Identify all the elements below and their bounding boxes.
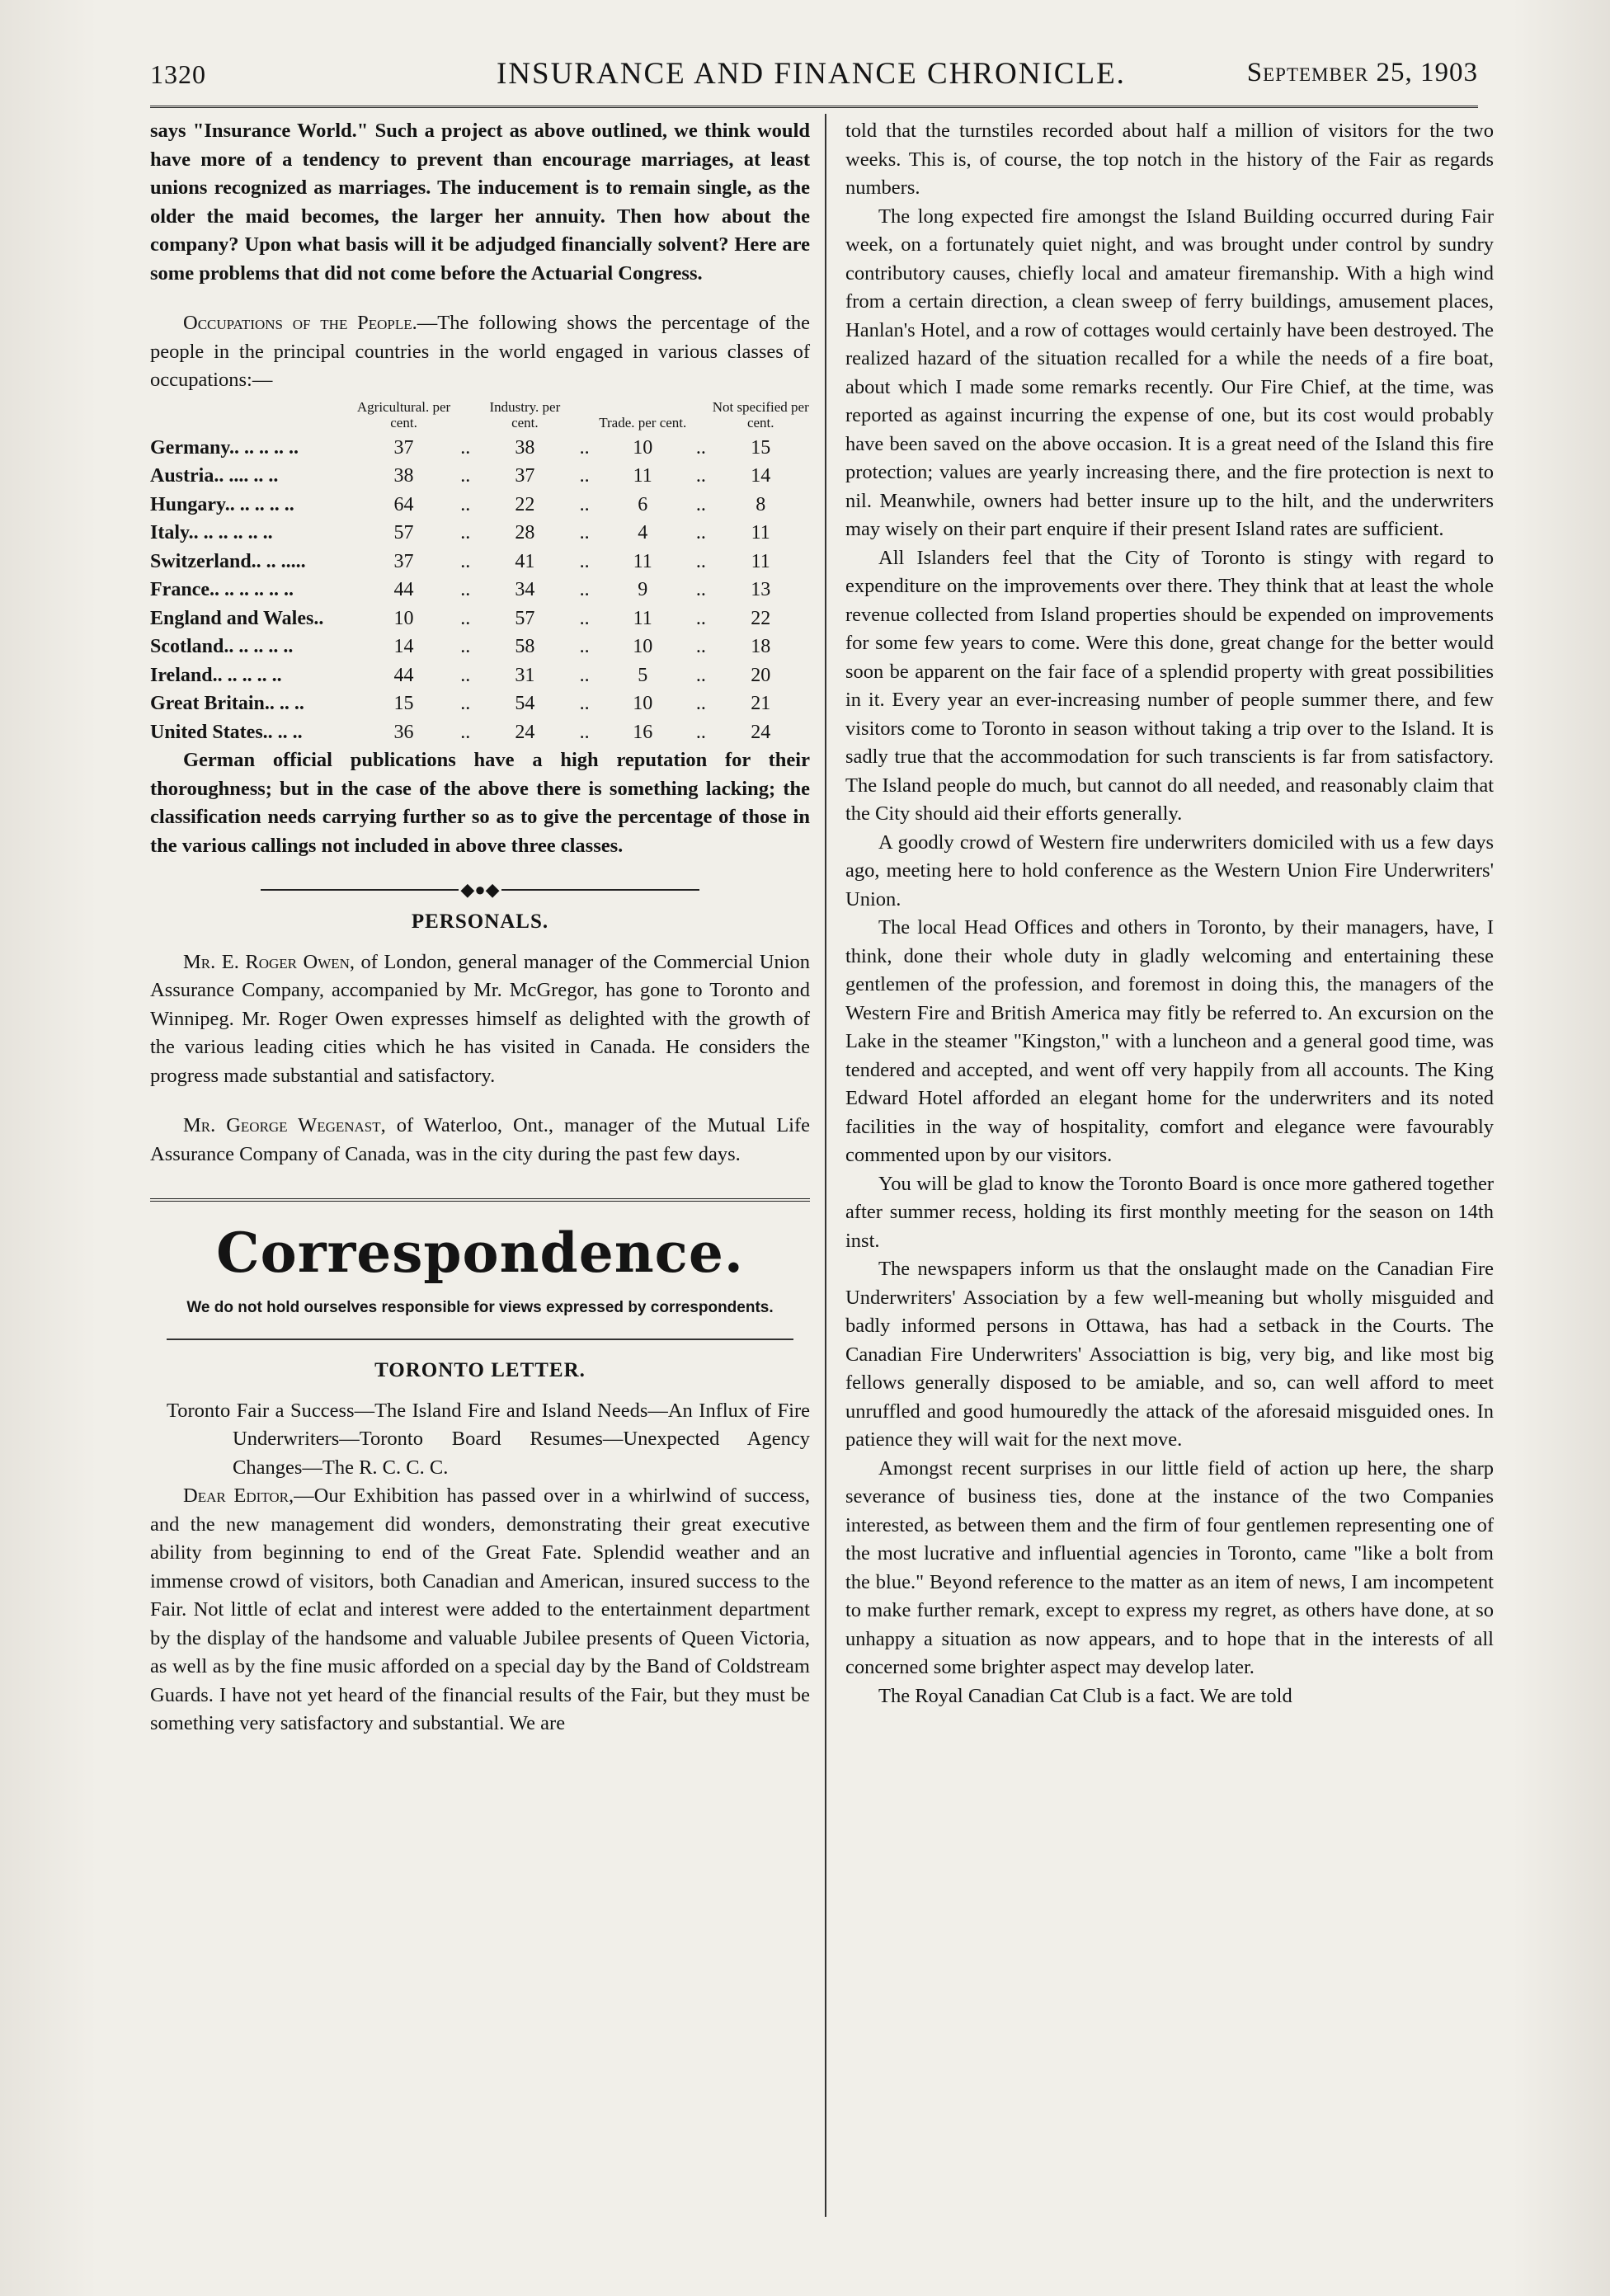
value-cell: 54 xyxy=(515,693,535,714)
leader-dots: .. xyxy=(579,436,590,459)
value-cell: 41 xyxy=(515,550,535,572)
value-cell: 14 xyxy=(751,465,771,487)
table-row xyxy=(150,633,810,661)
value-cell: 64 xyxy=(393,493,414,515)
value-cell: 57 xyxy=(515,607,535,629)
value-cell: 6 xyxy=(638,493,648,515)
paragraph: German official publications have a high reputation for their thoroughness; but in the case of the above there is something lacking; the classification needs carrying further so as to give the percentage of those in the various callings not included in above three classes. xyxy=(150,749,810,857)
leader-dots: .. xyxy=(579,493,590,515)
value-cell: 11 xyxy=(633,465,652,487)
value-cell: 4 xyxy=(638,522,648,543)
correspondence-title: Correspondence. xyxy=(216,1221,744,1285)
value-cell: 20 xyxy=(751,664,771,686)
leader-dots: .. xyxy=(460,579,471,600)
value-cell: 11 xyxy=(633,607,652,629)
value-cell: 14 xyxy=(393,636,414,657)
value-cell: 16 xyxy=(633,721,653,743)
salutation: Dear Editor, xyxy=(183,1484,294,1507)
leader-dots: .. xyxy=(579,465,590,487)
country-cell: Germany.. .. .. .. .. xyxy=(150,436,299,459)
country-cell: Scotland.. .. .. .. .. xyxy=(150,636,294,657)
value-cell: 10 xyxy=(633,693,653,714)
value-cell: 57 xyxy=(393,522,414,543)
leader-dots: .. xyxy=(460,721,471,743)
value-cell: 38 xyxy=(515,436,535,459)
country-cell: United States.. .. .. xyxy=(150,721,303,743)
paragraph: A goodly crowd of Western fire underwriters domiciled with us a few days ago, meeting here to hold conference as the Western Union Fire Underwriters' Union. xyxy=(845,830,1494,910)
page-number: 1320 xyxy=(150,59,206,89)
value-cell: 11 xyxy=(751,522,770,543)
value-cell: 11 xyxy=(633,550,652,572)
occupations-heading: Occupations of the People. xyxy=(183,312,417,334)
paragraph: Amongst recent surprises in our little field of action up here, the sharp severance of business ties, done at the instance of the two Companies interested, as between them and the firm of four gentlemen representing one of the most lucrative and influential agencies in Toronto, came "like a bolt from the blue." Beyond reference to the matter as an item of news, I am incompetent to make further remark, except to express my regret, as others have done, at so unhappy a situation as now appears, and to hope that in the interests of all concerned some brighter aspect may develop later. xyxy=(845,1456,1494,1678)
section-separator xyxy=(167,1339,793,1340)
leader-dots: .. xyxy=(579,550,590,572)
table-row xyxy=(150,576,810,605)
value-cell: 37 xyxy=(393,550,414,572)
column-divider xyxy=(825,114,826,2217)
right-column xyxy=(845,117,1494,1710)
value-cell: 8 xyxy=(756,493,766,515)
table-row xyxy=(150,689,810,718)
leader-dots: .. xyxy=(695,721,706,743)
value-cell: 10 xyxy=(633,436,653,459)
page-header xyxy=(150,53,1478,102)
value-cell: 5 xyxy=(638,664,648,686)
occupations-table-body xyxy=(150,434,810,747)
value-cell: 31 xyxy=(515,664,535,686)
table-row xyxy=(150,548,810,576)
personal-name: Mr. E. Roger Owen, xyxy=(183,950,355,973)
country-cell: Italy.. .. .. .. .. .. xyxy=(150,522,273,543)
letter-paragraph: Dear Editor,—Our Exhibition has passed over in a whirlwind of success, and the new management did wonders, demonstrating their great executive ability from beginning to end of the Great Fate. Splendid weather and an immense crowd of visitors, both Canadian and American, insured success to the Fair. Not little of eclat and interest were added to the entertainment department by the display of the handsome and valuable Jubilee presents of Queen Victoria, as well as by the fine music afforded on a special day by the Band of Coldstream Guards. I have not yet heard of the financial results of the Fair, but they must be something very satisfactory and substantial. We are xyxy=(150,1484,810,1734)
country-cell: Austria.. .... .. .. xyxy=(150,465,279,487)
leader-dots: .. xyxy=(460,465,471,487)
personal-item: Mr. George Wegenast, of Waterloo, Ont., manager of the Mutual Life Assurance Company of Canada, was in the city during the past few days. xyxy=(150,1114,810,1165)
leader-dots: .. xyxy=(460,664,471,686)
value-cell: 22 xyxy=(751,607,771,629)
leader-dots: .. xyxy=(460,607,471,629)
leader-dots: .. xyxy=(579,579,590,600)
value-cell: 9 xyxy=(638,579,648,600)
occupations-intro: —The following shows the percentage of the people in the principal countries in the world engaged in various classes of occupations:— xyxy=(150,312,811,391)
leader-dots: .. xyxy=(695,579,706,600)
leader-dots: .. xyxy=(695,664,706,686)
country-cell: Great Britain.. .. .. xyxy=(150,693,304,714)
leader-dots: .. xyxy=(460,493,471,515)
column-header: Industry. per cent. xyxy=(489,398,561,430)
leader-dots: .. xyxy=(695,693,706,714)
value-cell: 58 xyxy=(515,636,535,657)
table-row xyxy=(150,661,810,690)
leader-dots: .. xyxy=(695,436,706,459)
value-cell: 24 xyxy=(751,721,771,743)
toronto-letter-heading: TORONTO LETTER. xyxy=(374,1359,586,1381)
leader-dots: .. xyxy=(579,607,590,629)
value-cell: 15 xyxy=(751,436,771,459)
paragraph: The long expected fire amongst the Island Building occurred during Fair week, on a fortunately quiet night, and was brought under control by sundry contributory causes, chiefly local and amateur firemanship. With a high wind from a certain direction, a clean sweep of ferry buildings, amusement places, Hanlan's Hotel, and a row of cottages would certainly have been destroyed. The realized hazard of the situation recalled for a while the needs of a fire boat, about which I made some remarks recently. Our Fire Chief, at the time, was reported as against incurring the expense of one, but its cost would probably have been saved on the above occasion. It is a great need of the Island this fire protection; values are yearly increasing there, and the fire protection is next to nil. Meanwhile, owners had better insure up to the hilt, and the underwriters may wisely on their part enquire if their present Island rates are sufficient. xyxy=(845,205,1494,540)
leader-dots: .. xyxy=(579,721,590,743)
value-cell: 13 xyxy=(751,579,771,600)
country-cell: France.. .. .. .. .. .. xyxy=(150,579,294,600)
leader-dots: .. xyxy=(695,607,706,629)
leader-dots: .. xyxy=(460,636,471,657)
leader-dots: .. xyxy=(695,522,706,543)
table-row xyxy=(150,519,810,548)
column-header: Trade. per cent. xyxy=(599,414,687,430)
personal-item: Mr. E. Roger Owen, of London, general manager of the Commercial Union Assurance Company, accompanied by Mr. McGregor, has gone to Toronto and Winnipeg. Mr. Roger Owen expresses himself as delighted with the growth of the various leading cities which he has visited in Canada. He considers the progress made substantial and satisfactory. xyxy=(150,950,810,1087)
table-row xyxy=(150,491,810,520)
column-header: Not specified per cent. xyxy=(712,398,809,430)
publication-title: INSURANCE AND FINANCE CHRONICLE. xyxy=(497,57,1126,91)
leader-dots: .. xyxy=(695,493,706,515)
value-cell: 38 xyxy=(393,465,414,487)
paragraph: says "Insurance World." Such a project as above outlined, we think would have more of a tendency to prevent than encourage marriages, at least unions recognized as marriages. The inducement is to remain single, as the older the maid becomes, the larger her annuity. Then how about the company? Upon what basis will it be adjudged financially solvent? Here are some problems that did not come before the Actuarial Congress. xyxy=(150,120,810,285)
diamond-ornament-icon: ◆●◆ xyxy=(460,879,500,901)
paragraph: The Royal Canadian Cat Club is a fact. We are told xyxy=(878,1684,1292,1707)
leader-dots: .. xyxy=(460,436,471,459)
table-row xyxy=(150,605,810,633)
occupations-table xyxy=(150,398,810,747)
leader-dots: .. xyxy=(579,636,590,657)
table-row xyxy=(150,718,810,747)
country-cell: Hungary.. .. .. .. .. xyxy=(150,493,294,515)
value-cell: 44 xyxy=(393,664,414,686)
leader-dots: .. xyxy=(460,550,471,572)
column-header: Agricultural. per cent. xyxy=(356,398,451,430)
value-cell: 37 xyxy=(515,465,535,487)
issue-date: September 25, 1903 xyxy=(1246,58,1478,87)
paragraph: told that the turnstiles recorded about half a million of visitors for the two weeks. This is, of course, the top notch in the history of the Fair as regards numbers. xyxy=(845,120,1494,199)
country-cell: Ireland.. .. .. .. .. xyxy=(150,664,282,686)
leader-dots: .. xyxy=(695,636,706,657)
value-cell: 21 xyxy=(751,693,771,714)
table-row xyxy=(150,462,810,491)
table-header-row xyxy=(150,398,810,434)
leader-dots: .. xyxy=(579,664,590,686)
table-row xyxy=(150,434,810,463)
value-cell: 10 xyxy=(633,636,653,657)
leader-dots: .. xyxy=(695,465,706,487)
paragraph: You will be glad to know the Toronto Board is once more gathered together after summer recess, holding its first monthly meeting for the season on 14th inst. xyxy=(845,1172,1494,1252)
value-cell: 28 xyxy=(515,522,535,543)
left-column xyxy=(150,117,810,1738)
section-separator xyxy=(150,1198,810,1202)
leader-dots: .. xyxy=(460,693,471,714)
value-cell: 11 xyxy=(751,550,770,572)
paragraph: The newspapers inform us that the onslaught made on the Canadian Fire Underwriters' Association by a few well-meaning but wholly misguided and badly informed persons in Ottawa, has had a setback in the Courts. The Canadian Fire Underwriters' Associattion is big, very big, and like most big fellows generally disposed to be amiable, and so, can well afford to meet unruffled and good humouredly the attack of the aforesaid misguided ones. In patience they will wait for the next move. xyxy=(845,1258,1494,1451)
toronto-letter-subhead: Toronto Fair a Success—The Island Fire and Island Needs—An Influx of Fire Underwriters—Toronto Board Resumes—Unexpected Agency Changes—The R. C. C. C. xyxy=(167,1399,810,1479)
leader-dots: .. xyxy=(579,693,590,714)
value-cell: 24 xyxy=(515,721,535,743)
personals-heading: PERSONALS. xyxy=(411,910,549,933)
paragraph: All Islanders feel that the City of Toronto is stingy with regard to expenditure on the improvements over there. They think that at least the whole revenue collected from Island properties should be expended on improvements for some few years to come. Were this done, great change for the better would soon be apparent on the fair face of a splendid property with great possibilities in it. Every year an ever-increasing number of people summer there, and few visitors come to Toronto in season without taking a trip over to the Island. It is sadly true that the accommodation for such transcients is far from satisfactory. The Island people do much, but cannot do all needed, and reasonably claim that the City should aid their efforts generally. xyxy=(845,546,1494,825)
value-cell: 18 xyxy=(751,636,771,657)
value-cell: 10 xyxy=(393,607,414,629)
leader-dots: .. xyxy=(579,522,590,543)
paragraph: The local Head Offices and others in Toronto, by their managers, have, I think, done their whole duty in gladly welcoming and entertaining these gentlemen of the profession, and foremost in doing this, the managers of the Western Fire and British America may fitly be referred to. An excursion on the Lake in the steamer "Kingston," with a luncheon and a general good time, was tendered and accepted, and went off very happily from all accounts. The King Edward Hotel afforded an elegant home for the underwriters and its noted facilities in the way of hospitality, comfort and elegance were favourably commented upon by our visitors. xyxy=(845,916,1494,1166)
leader-dots: .. xyxy=(460,522,471,543)
correspondence-disclaimer: We do not hold ourselves responsible for views expressed by correspondents. xyxy=(186,1299,774,1316)
value-cell: 34 xyxy=(515,579,535,600)
value-cell: 15 xyxy=(393,693,414,714)
personal-name: Mr. George Wegenast, xyxy=(183,1114,386,1136)
occupations-paragraph xyxy=(150,309,810,395)
leader-dots: .. xyxy=(695,550,706,572)
header-rule xyxy=(150,106,1478,108)
value-cell: 22 xyxy=(515,493,535,515)
country-cell: Switzerland.. .. ..... xyxy=(150,550,306,572)
country-cell: England and Wales.. xyxy=(150,607,324,629)
value-cell: 36 xyxy=(393,721,414,743)
ornament-divider xyxy=(150,875,810,900)
value-cell: 44 xyxy=(393,579,414,600)
value-cell: 37 xyxy=(393,436,414,459)
